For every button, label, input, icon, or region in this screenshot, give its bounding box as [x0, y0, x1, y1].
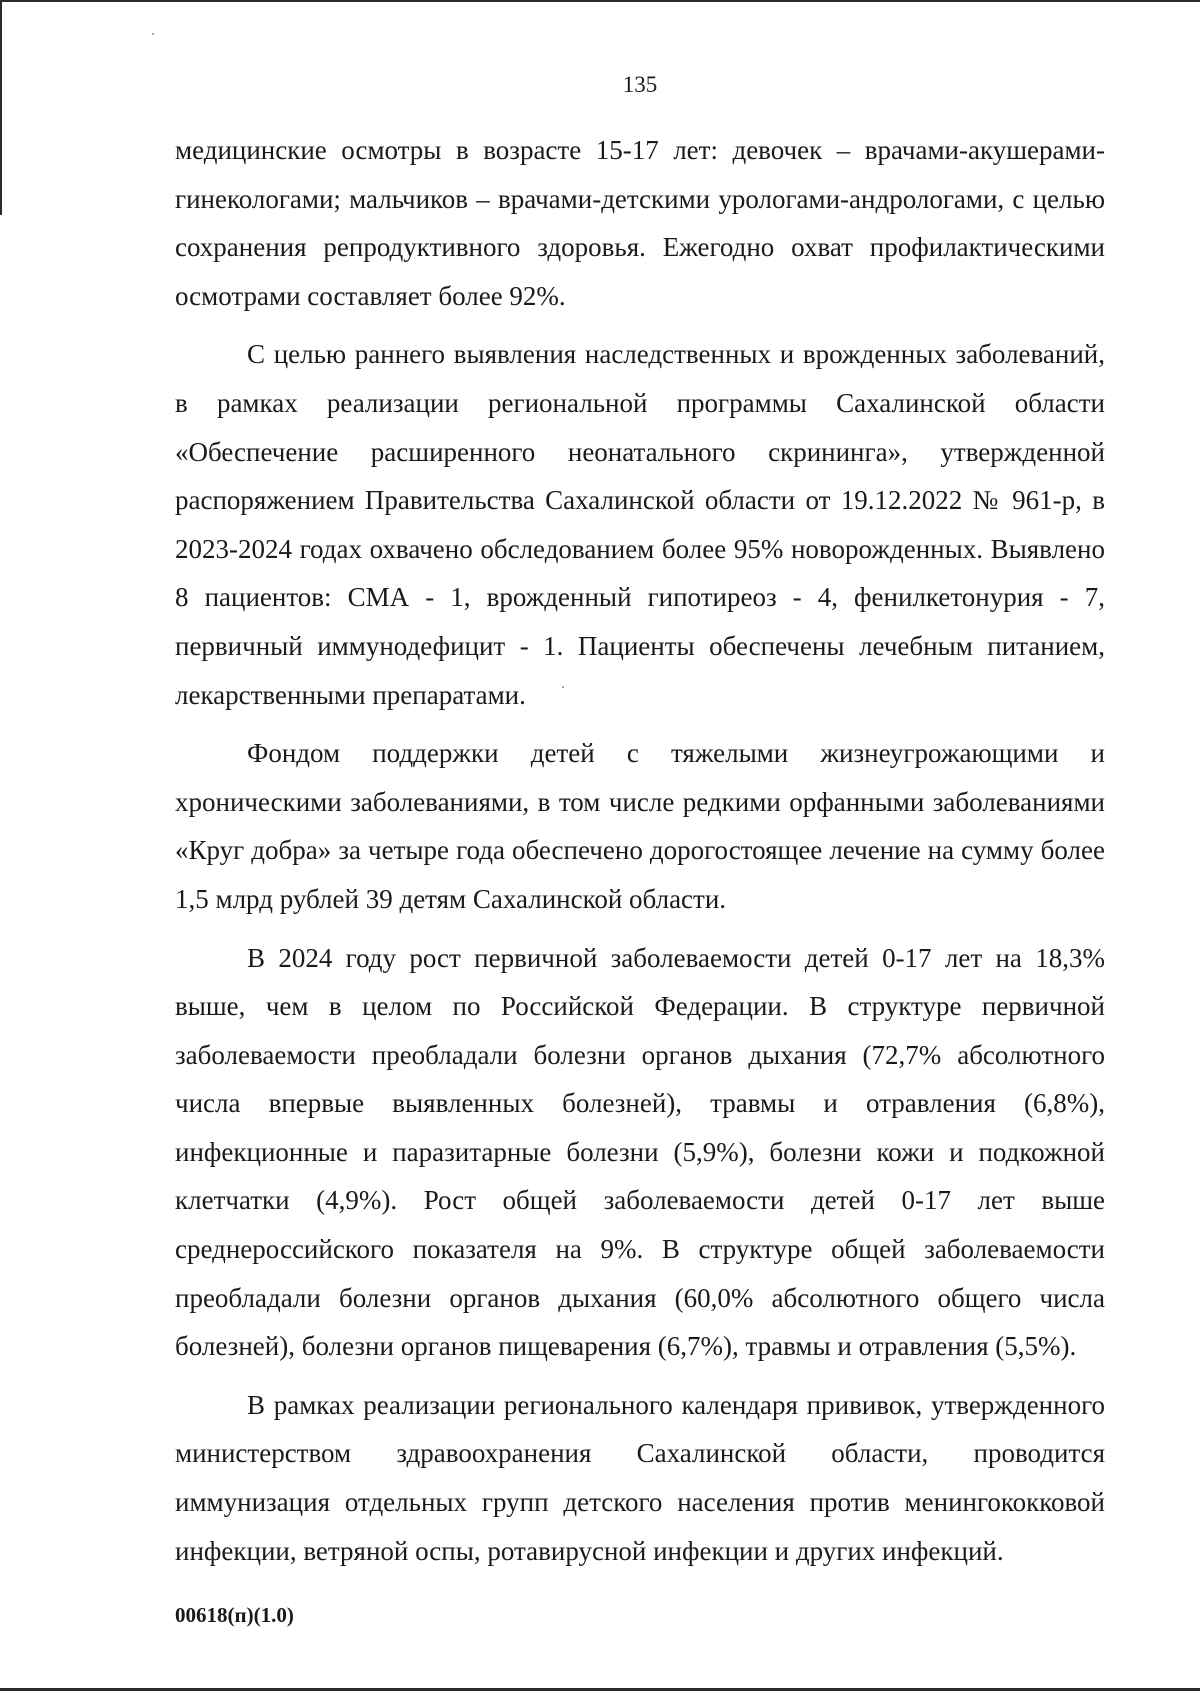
scan-edge-bottom	[0, 1688, 1200, 1691]
page-number: 135	[622, 72, 658, 97]
scan-edge-top	[0, 0, 1200, 2]
document-code: 00618(п)(1.0)	[175, 1603, 294, 1627]
paragraph: В рамках реализации регионального календаря прививок, утвержденного министерством здравоохранения Сахалинской области, проводится иммунизация отдельных групп детского населения против менингококковой инфекции, ветряной оспы, ротавирусной инфекции и других инфекций.	[175, 1389, 1105, 1566]
scan-speck	[152, 33, 154, 35]
paragraph: С целью раннего выявления наследственных и врожденных заболеваний, в рамках реализации региональной программы Сахалинской области «Обеспечение расширенного неонатального скрининга», утвержденной распоряжением Правительства Сахалинской области от 19.12.2022 № 961-р, в 2023-2024 годах охвачено обследованием более 95% новорожденных. Выявлено 8 пациентов: СМА - 1, врожденный гипотиреоз - 4, фенилкетонурия - 7, первичный иммунодефицит - 1. Пациенты обеспечены лечебным питанием, лекарственными препаратами.	[175, 339, 1105, 710]
paragraph: медицинские осмотры в возрасте 15-17 лет: девочек – врачами-акушерами-гинекологами; мальчиков – врачами-детскими урологами-андрологами, с целью сохранения репродуктивного здоровья. Ежегодно охват профилактическими осмотрами составляет более 92%.	[175, 135, 1105, 311]
paragraph: Фондом поддержки детей с тяжелыми жизнеугрожающими и хроническими заболеваниями, в том числе редкими орфанными заболеваниями «Круг добра» за четыре года обеспечено дорогостоящее лечение на сумму более 1,5 млрд рублей 39 детям Сахалинской области.	[175, 738, 1105, 914]
paragraph: В 2024 году рост первичной заболеваемости детей 0-17 лет на 18,3% выше, чем в целом по Российской Федерации. В структуре первичной заболеваемости преобладали болезни органов дыхания (72,7% абсолютного числа впервые выявленных болезней), травмы и отравления (6,8%), инфекционные и паразитарные болезни (5,9%), болезни кожи и подкожной клетчатки (4,9%). Рост общей заболеваемости детей 0-17 лет выше среднероссийского показателя на 9%. В структуре общей заболеваемости преобладали болезни органов дыхания (60,0% абсолютного общего числа болезней), болезни органов пищеварения (6,7%), травмы и отравления (5,5%).	[175, 942, 1105, 1362]
body-text	[175, 126, 1105, 1575]
scan-edge-left	[0, 0, 2, 215]
